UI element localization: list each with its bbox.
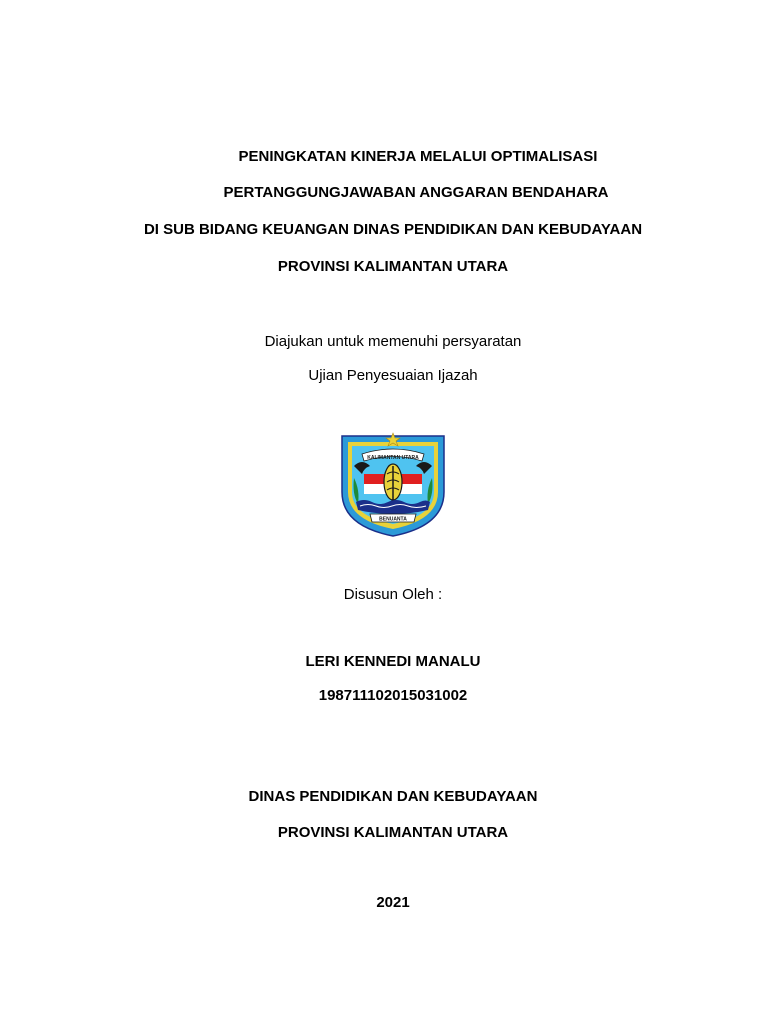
- emblem-flag-right-white: [400, 484, 422, 494]
- emblem-bottom-ribbon-text: BENUANTA: [379, 516, 407, 523]
- kalimantan-utara-emblem: [338, 430, 448, 538]
- title-line-4: PROVINSI KALIMANTAN UTARA: [277, 258, 509, 275]
- title-line-2: PERTANGGUNGJAWABAN ANGGARAN BENDAHARA: [223, 184, 609, 201]
- emblem-flag-left-red: [364, 474, 386, 484]
- author-label: Disusun Oleh :: [343, 586, 443, 603]
- institution-line-2: PROVINSI KALIMANTAN UTARA: [277, 824, 509, 841]
- author-name: LERI KENNEDI MANALU: [305, 653, 481, 670]
- emblem-top-ribbon-text: KALIMANTAN UTARA: [367, 455, 419, 461]
- emblem-flag-right-red: [400, 474, 422, 484]
- author-id: 198711102015031002: [318, 687, 468, 704]
- purpose-line-2: Ujian Penyesuaian Ijazah: [308, 367, 478, 384]
- emblem-flag-left-white: [364, 484, 386, 494]
- title-line-1: PENINGKATAN KINERJA MELALUI OPTIMALISASI: [238, 148, 598, 165]
- document-year: 2021: [376, 894, 410, 911]
- title-line-3: DI SUB BIDANG KEUANGAN DINAS PENDIDIKAN DAN KEBUDAYAAN: [143, 221, 643, 238]
- purpose-line-1: Diajukan untuk memenuhi persyaratan: [264, 333, 522, 350]
- institution-line-1: DINAS PENDIDIKAN DAN KEBUDAYAAN: [248, 788, 538, 805]
